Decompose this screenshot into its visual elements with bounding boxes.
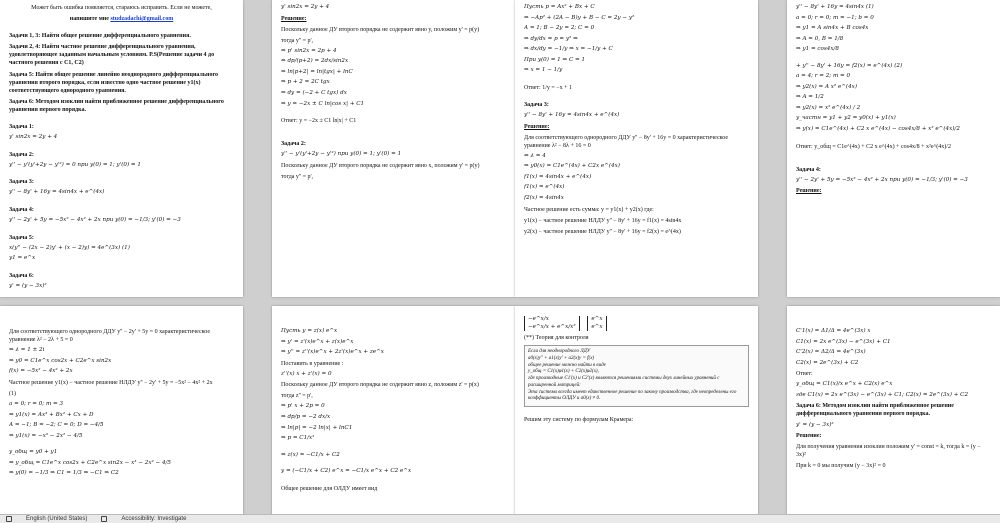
- p2-solution-heading: Решение:: [281, 15, 307, 22]
- matrix-right: e^x e^x: [587, 316, 606, 331]
- p3-step-8: ⇒ y0(x) = C1e^(4x) + C2x e^(4x): [524, 163, 620, 170]
- document-page-3: [515, 0, 758, 297]
- p2-step-4: ⇒ p + 2 = 2C tgx: [281, 79, 330, 86]
- p4-step-11: y_частн = y1 + y2 = y0(x) + y1(x): [796, 115, 896, 122]
- p8-task-6-heading: Задача 6: Методом изоклин найти приближенное решение дифференциального уравнения первого порядка.: [796, 403, 954, 418]
- p6-text-1: Поставить в уравнение :: [281, 360, 344, 367]
- p8-answer: y_общ = C1(x)/x e^x + C2(x) e^x: [796, 381, 893, 388]
- p2-step-2: ⇔ dp/(p+2) = 2dx/sin2x: [281, 58, 349, 65]
- p5-step-4: a = 0; r = 0; m = 3: [9, 401, 64, 408]
- notice-line-1: Может быть ошибка появляется, стараюсь исправить. Если не можете,: [31, 5, 212, 11]
- p4-step-5: ⇒ y1 = cos4x/8: [796, 46, 839, 53]
- p8-step-4: C2(x) = 2e^(3x) + C2: [796, 359, 859, 366]
- task-4-equation: y'' − 2y' + 5y = −5x² − 4x² + 2x при y(0) = −1/3; y'(0) = −3: [9, 217, 181, 224]
- p5-step-9: ⇒ y(0) = −1/3 ⇒ C1 = 1/3 ⇒ −C1 ⇒ C2: [9, 470, 119, 477]
- document-page-8: [787, 306, 1000, 523]
- p2-step-1: ⇒ p' sin2x = 2p + 4: [281, 47, 337, 54]
- email-link[interactable]: studzadachi@gmail.com: [110, 16, 174, 23]
- p4-step-3: ⇒ y1 = A sin4x + B cos4x: [796, 25, 869, 32]
- notice-line-2: напишите мне: [69, 16, 109, 23]
- p7-theory-3: общее решение можно найти в виде: [528, 362, 606, 368]
- p4-solution-heading: Решение:: [796, 188, 822, 195]
- p4-task-4-heading: Задача 4:: [796, 166, 821, 173]
- document-page-6: [272, 306, 515, 523]
- p7-theory-label: (**) Теория для контроля: [524, 335, 589, 342]
- p4-task-4-equation: y'' − 2y' + 5y = −5x² − 4x² + 2x при y(0) = −1/3; y'(0) = −3: [796, 176, 968, 183]
- p4-answer: Ответ: y_общ = C1e^(4x) + C2 x e^(4x) + cos4x/8 + x²e^(4x)/2: [796, 143, 951, 150]
- p6-step-8: ⇒ p = C1/x²: [281, 435, 315, 442]
- task-6-equation: y' = (y − 3x)²: [9, 282, 47, 289]
- p2-task-2-heading: Задача 2:: [281, 141, 306, 148]
- p3-step-4: ⇒ dx/dy = −1/y ⇒ x = −1/y + C: [524, 46, 613, 53]
- p7-theory-1: Если для неоднородного ЛДУ: [528, 349, 591, 355]
- p2-text-4: тогда y'' = p',: [281, 173, 314, 180]
- p3-text-3: y1(x) − частное решение НЛДУ y'' − 8y' + 16y = f1(x) = 4sin4x: [524, 217, 682, 224]
- p2-text-1: Поскольку данное ДУ второго порядка не содержит явно y, положим y' = p(y): [281, 26, 480, 33]
- p7-cramer-text: Решим эту систему по формулам Крамера:: [524, 417, 634, 424]
- p3-step-5: При y(0) = 1 ⇒ C = 1: [524, 56, 586, 63]
- p4-step-7: a = 4; r = 2; m = 0: [796, 73, 851, 80]
- p3-answer: Ответ: 1/y = −x + 1: [524, 84, 573, 91]
- p4-step-8: ⇒ y2(x) = A x² e^(4x): [796, 83, 858, 90]
- p6-step-3: ⇒ y'' = z''(x)e^x + 2z'(x)e^x + ze^x: [281, 349, 384, 356]
- task-5-equation: x(y'' − (2x − 2)y' + (x − 2)y) = 4e^(3x) (1): [9, 244, 130, 251]
- p2-step-5: ⇒ dy = (−2 + C tgx) dx: [281, 90, 347, 97]
- p3-solution-heading: Решение:: [524, 123, 550, 130]
- p2-equation: y' sin2x = 2y + 4: [281, 4, 330, 10]
- p3-step-6: ⇒ x = 1 − 1/y: [524, 67, 563, 74]
- p2-step-3: ⇒ ln|p+2| = ln|tgx| + lnC: [281, 68, 353, 75]
- p6-step-6: ⇒ dp/p = −2 dx/x: [281, 414, 331, 421]
- p7-theory-2: a0(x)y'' + a1(x)y' + a2(x)y = f(x): [528, 355, 595, 361]
- p6-step-4: z''(x) x + z'(x) = 0: [281, 370, 332, 377]
- p7-matrix: [524, 316, 749, 331]
- theory-box: [524, 345, 749, 407]
- task-4-heading: Задача 4:: [9, 206, 34, 213]
- p6-step-9: ⇒ z(x) = −C1/x + C2: [281, 451, 340, 458]
- p7-theory-4: y_общ = C1(x)φ1(x) + C2(x)φ2(x),: [528, 369, 599, 375]
- p6-step-5: ⇒ p' x + 2p = 0: [281, 403, 325, 410]
- p4-step-4: ⇒ A = 0, B = 1/8: [796, 35, 844, 42]
- task-description-6: Задача 6: Методом изоклин найти приближенное решение дифференциального уравнения первого порядка.: [9, 98, 224, 113]
- p5-step-7: y_общ = y0 + y1: [9, 449, 58, 456]
- document-page-7: [515, 306, 758, 523]
- p5-step-6: ⇒ y1(x) = −x³ − 2x² − 4/5: [9, 432, 83, 439]
- p6-text-2: Поскольку данное ДУ второго порядка не содержит явно z, положим z' = p(x): [281, 382, 479, 389]
- p6-step-10: y = (−C1/x + C2) e^x = −C1/x e^x + C2 e^x: [281, 468, 412, 475]
- p8-text-2: При k = 0 мы получим (y − 3x)² = 0: [796, 463, 886, 470]
- task-1-equation: y' sin2x = 2y + 4: [9, 134, 58, 141]
- p3-text-2: Частное решение есть сумма: y = y1(x) + y2(x) где:: [524, 206, 654, 213]
- task-6-heading: Задача 6:: [9, 272, 34, 279]
- p3-task-3-equation: y'' − 8y' + 16y = 4sin4x + e^(4x): [524, 112, 620, 119]
- p4-step-1: y'' − 8y' + 16y = 4sin4x (1): [796, 4, 874, 10]
- document-page-4: [787, 0, 1000, 297]
- task-5-heading: Задача 5:: [9, 234, 34, 241]
- p5-step-2: ⇒ y0 = C1e^x cos2x + C2e^x sin2x: [9, 357, 112, 364]
- p8-step-2: C1(x) = 2x e^(3x) − e^(3x) + C1: [796, 338, 891, 345]
- p7-theory-6: Эта система всегда имеет единственное решение по закону производства, где неопределены его коэффициенты ОЛДУ и a0(x) ≠ 0.: [528, 389, 737, 402]
- p8-text-1: Для получения уравнения изоклин положим y' = const = k, тогда k = (y − 3x)²: [796, 444, 981, 459]
- p5-step-8: ⇒ y_общ = C1e^x cos2x + C2e^x sin2x − x³ − 2x² − 4/5: [9, 459, 171, 466]
- p3-step-7: ⇔ λ = 4: [524, 152, 546, 159]
- p3-step-2: ⇒ −Ap² + (2A − B)y + B − C = 2y − y²: [524, 14, 635, 21]
- matrix-left: −e^x/x −e^x/x + e^x/x²: [524, 316, 580, 331]
- p3-step-3: ⇒ dy/dx = p = y² ⇒: [524, 35, 578, 42]
- p8-solution-heading: Решение:: [796, 433, 822, 440]
- document-page-2: [272, 0, 515, 297]
- p3-step-9: f1(x) = 4sin4x + e^(4x): [524, 173, 592, 180]
- status-bar: [0, 514, 1000, 523]
- p2-step-6: ⇒ y = −2x ± C ln|cos x| + C1: [281, 100, 365, 107]
- task-description-2-4: Задачи 2, 4: Найти частное решение дифференциального уравнения, удовлетворяющее заданным начальным условиям. Р.S(Решение задачи 4 до частного решения с C1, C2): [9, 44, 215, 67]
- p5-step-1: ⇒ λ = 1 ± 2i: [9, 347, 45, 354]
- p5-system: A = −1; B = −2; C = 0; D = −4/5: [9, 422, 104, 429]
- p3-text-1: Для соответствующего однородного ДДУ y'' − 8y' + 16y = 0 характеристическое уравнение λ² − 8λ + 16 = 0: [524, 134, 729, 149]
- p3-text-4: y2(x) − частное решение НЛДУ y'' − 8y' + 16y = f2(x) = e^(4x): [524, 228, 681, 235]
- p8-step-3: C'2(x) = Δ2/Δ = 4e^(3x): [796, 349, 866, 356]
- task-2-heading: Задача 2:: [9, 151, 34, 158]
- p3-task-3-heading: Задача 3:: [524, 101, 549, 108]
- p5-step-3: f(x) = −5x² − 4x² + 2x: [9, 368, 73, 375]
- accessibility-status[interactable]: Accessibility: Investigate: [121, 516, 187, 522]
- p6-step-7: ⇒ ln|p| = −2 ln|x| + lnC1: [281, 424, 353, 431]
- task-5-particular: y1 = e^x: [9, 255, 36, 262]
- p7-theory-5: где производные C1'(x) и C2'(x) являются решениями системы двух линейных уравнений с расширенной матрицей:: [528, 376, 720, 388]
- p6-text-4: Общее решение для ОЛДУ имеет вид: [281, 485, 378, 492]
- p4-step-2: a = 0; r = 0; m = −1; b = 0: [796, 14, 874, 21]
- p8-step-1: C'1(x) = Δ1/Δ = 4e^(3x) x: [796, 328, 871, 334]
- p5-text-2: Частное решение y1(x) − частное решение НЛДУ y'' − 2y' + 5y = −5x² − 4x² + 2x: [9, 379, 213, 386]
- p3-step-1: Пусть p = Ax² + Bx + C: [524, 4, 595, 10]
- p6-step-1: Пусть y = z(x) e^x: [281, 328, 338, 334]
- p2-answer: Ответ: y = −2x ± C1 ln|x| + C1: [281, 118, 357, 125]
- p6-text-3: тогда z'' = p',: [281, 393, 313, 400]
- p8-where: где C1(x) = 2x e^(3x) − e^(3x) + C1; C2(x) = 2e^(3x) + C2: [796, 391, 969, 398]
- p8-answer-label: Ответ:: [796, 371, 813, 378]
- p3-step-10: f1(x) = e^(4x): [524, 184, 565, 191]
- task-description-5: Задача 5: Найти общее решение линейно неоднородного дифференциального уравнения второго порядка, если известно одно частное решение y1(x) соответствующего однородного уравнения.: [9, 71, 219, 94]
- p2-text-2: тогда y'' = p',: [281, 37, 314, 44]
- p5-text-1: Для соответствующего однородного ДДУ y'' − 2y' + 5y = 0 характеристическое уравнение λ² − 2λ + 5 = 0: [9, 329, 211, 344]
- p4-step-10: ⇒ y2(x) = x² e^(4x) / 2: [796, 104, 861, 111]
- p4-step-9: ⇒ A = 1/2: [796, 94, 824, 101]
- p5-eq-number: (1): [9, 390, 16, 397]
- task-1-heading: Задача 1:: [9, 124, 34, 131]
- p8-task-6-equation: y' = (y − 3x)²: [796, 421, 834, 428]
- document-page-1: [0, 0, 243, 297]
- p2-task-2-equation: y'' − y'(y'+2y − y'²) при y(0) = 1; y'(0) = 1: [281, 151, 402, 158]
- task-3-equation: y'' − 8y' + 16y = 4sin4x + e^(4x): [9, 189, 105, 196]
- p4-step-6: + y'' − 8y' + 16y = f2(x) = e^(4x) (2): [796, 62, 903, 69]
- p3-system: A = 1; B − 2y = 2; C = 0: [524, 25, 595, 32]
- p3-step-11: f2(x) = 4sin4x: [524, 195, 564, 202]
- p5-step-5: ⇒ y1(x) = Ax³ + Bx² + Cx + D: [9, 411, 94, 418]
- p6-step-2: ⇒ y' = z'(x)e^x + z(x)e^x: [281, 338, 354, 345]
- p4-step-12: ⇒ y(x) = C1e^(4x) + C2 x e^(4x) − cos4x/8 + x² e^(4x)/2: [796, 126, 960, 133]
- task-description-1-3: Задачи 1, 3: Найти общее решение дифференциального уравнения.: [9, 33, 191, 40]
- task-3-heading: Задача 3:: [9, 179, 34, 186]
- page-icon: [6, 516, 12, 522]
- language-indicator[interactable]: English (United States): [26, 516, 88, 522]
- p2-text-3: Поскольку данное ДУ второго порядка не содержит явно x, положим y' = p(y): [281, 162, 480, 169]
- document-page-5: [0, 306, 243, 523]
- accessibility-icon: [101, 516, 107, 522]
- task-2-equation: y'' − y'(y'+2y − y'²) = 0 при y(0) = 1; y'(0) = 1: [9, 161, 141, 168]
